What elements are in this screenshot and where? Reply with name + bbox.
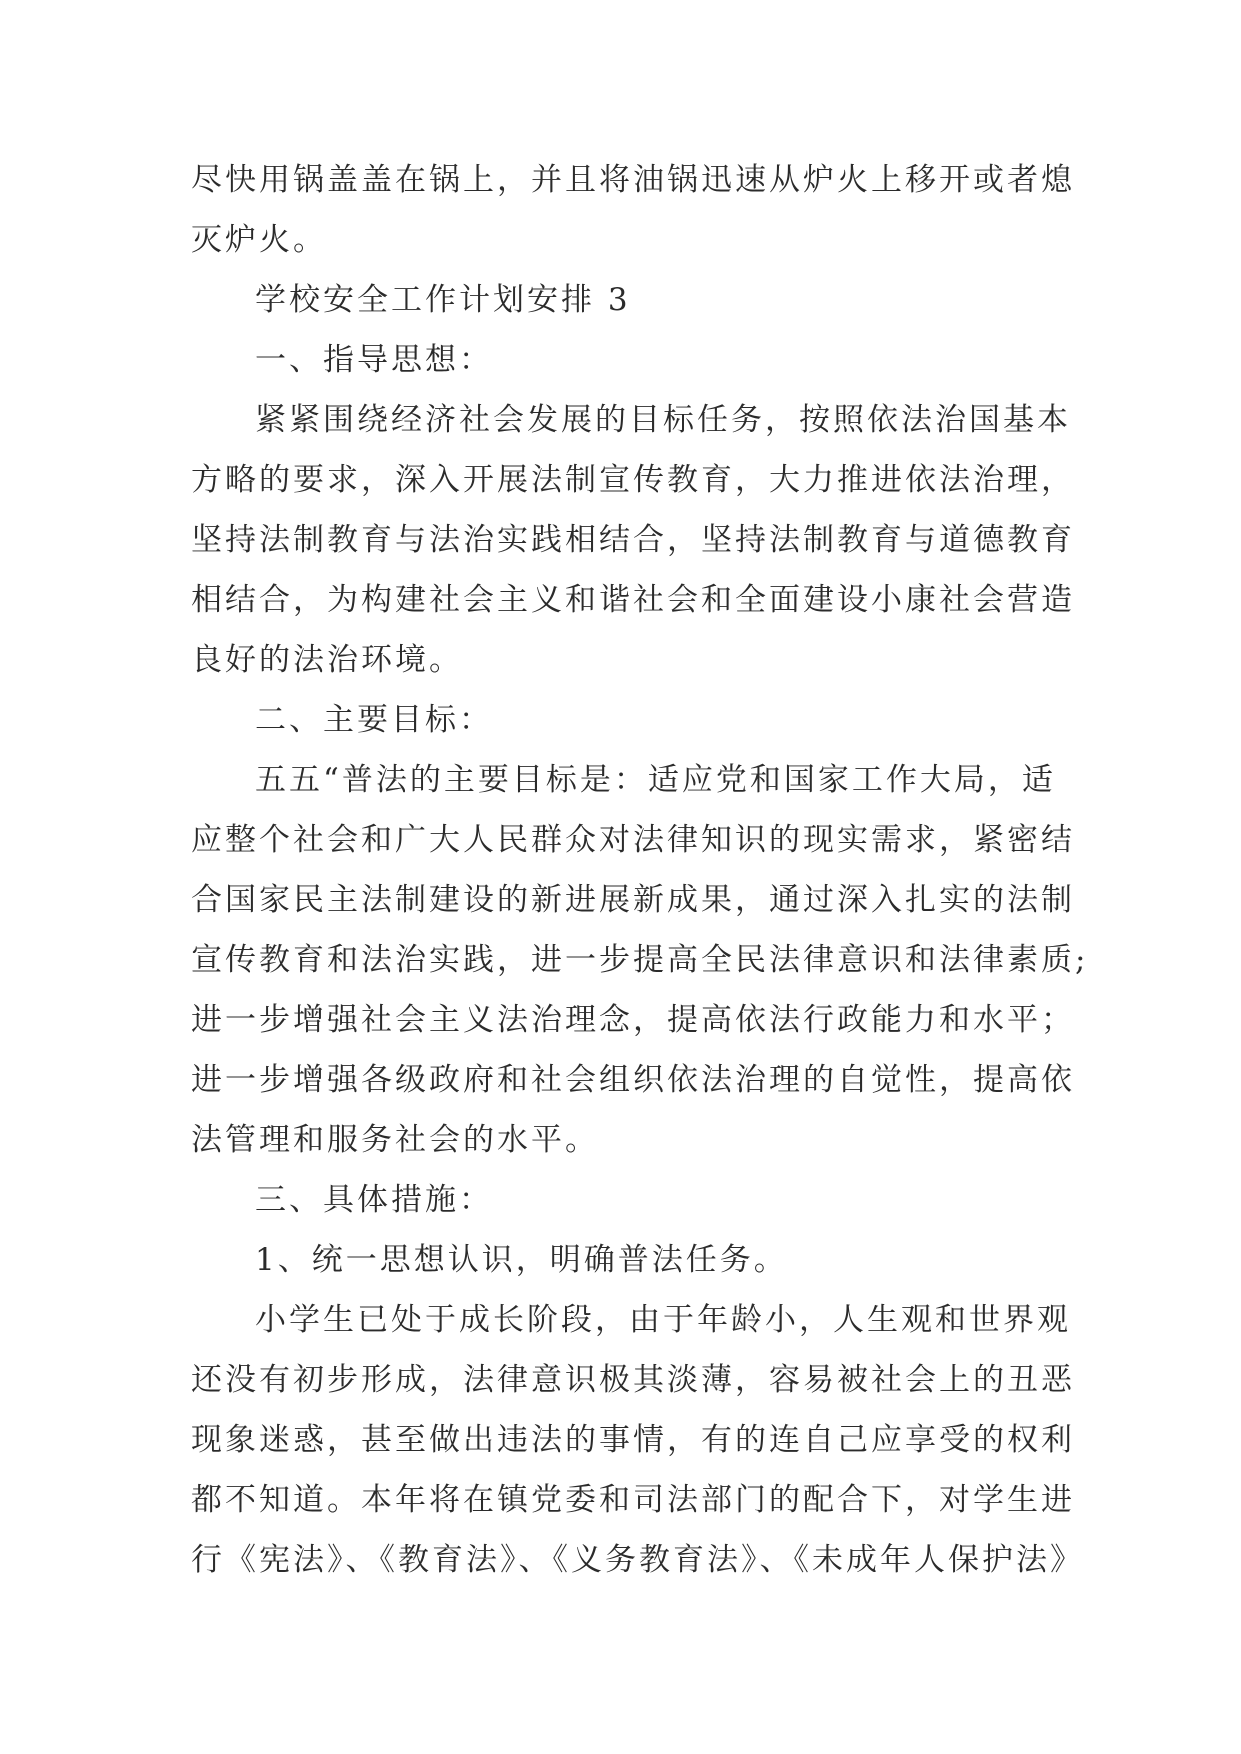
text-line: 灭炉火。: [191, 222, 327, 258]
text-line: 五五“普法的主要目标是：适应党和国家工作大局，适: [255, 762, 1056, 798]
text-line: 还没有初步形成，法律意识极其淡薄，容易被社会上的丑恶: [191, 1362, 1075, 1398]
list-item: 1、统一思想认识，明确普法任务。: [255, 1242, 788, 1278]
document-body: [191, 150, 1089, 1590]
text-line: 坚持法制教育与法治实践相结合，坚持法制教育与道德教育: [191, 522, 1075, 558]
text-line: 法管理和服务社会的水平。: [191, 1122, 599, 1158]
text-line: 小学生已处于成长阶段，由于年龄小，人生观和世界观: [255, 1302, 1071, 1338]
text-line: 进一步增强社会主义法治理念，提高依法行政能力和水平；: [191, 1002, 1075, 1038]
text-line: 应整个社会和广大人民群众对法律知识的现实需求，紧密结: [191, 822, 1075, 858]
text-line: 都不知道。本年将在镇党委和司法部门的配合下，对学生进: [191, 1482, 1075, 1518]
text-line: 方略的要求，深入开展法制宣传教育，大力推进依法治理，: [191, 462, 1075, 498]
section-heading: 学校安全工作计划安排 3: [255, 282, 631, 318]
text-line: 尽快用锅盖盖在锅上，并且将油锅迅速从炉火上移开或者熄: [191, 162, 1075, 198]
text-line: 合国家民主法制建设的新进展新成果，通过深入扎实的法制: [191, 882, 1075, 918]
subsection-heading: 二、主要目标：: [255, 702, 493, 738]
text-line: 现象迷惑，甚至做出违法的事情，有的连自己应享受的权利: [191, 1422, 1075, 1458]
text-line: 良好的法治环境。: [191, 642, 463, 678]
text-line: 相结合，为构建社会主义和谐社会和全面建设小康社会营造: [191, 582, 1075, 618]
text-line: 行《宪法》、《教育法》、《义务教育法》、《未成年人保护法》: [191, 1542, 1084, 1578]
text-line: 宣传教育和法治实践，进一步提高全民法律意识和法律素质;: [191, 942, 1089, 978]
subsection-heading: 三、具体措施：: [255, 1182, 493, 1218]
text-line: 紧紧围绕经济社会发展的目标任务，按照依法治国基本: [255, 402, 1071, 438]
subsection-heading: 一、指导思想：: [255, 342, 493, 378]
text-line: 进一步增强各级政府和社会组织依法治理的自觉性，提高依: [191, 1062, 1075, 1098]
